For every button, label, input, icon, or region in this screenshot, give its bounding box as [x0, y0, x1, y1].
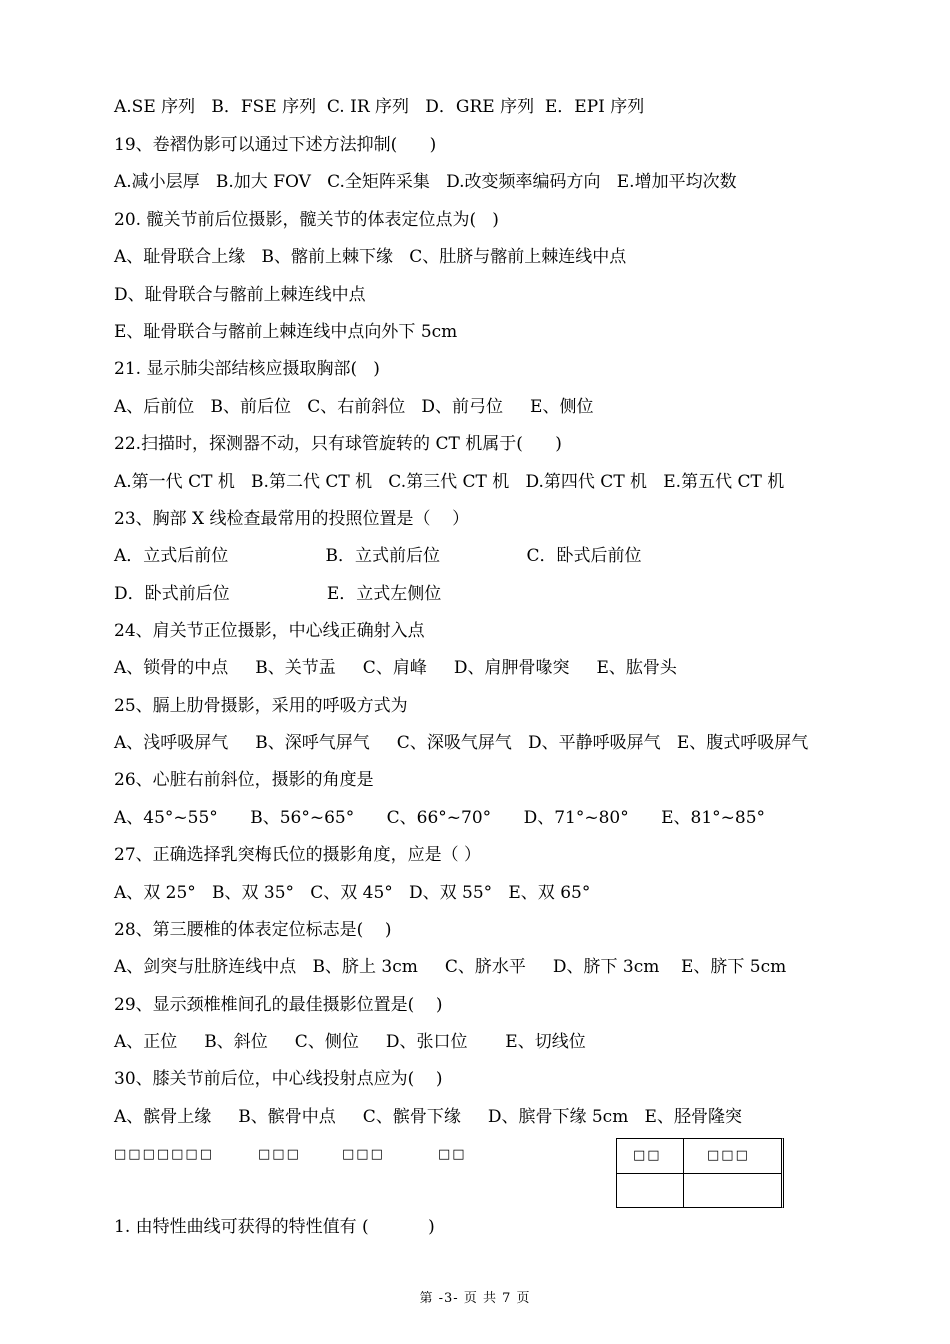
question-line: A.SE 序列 B．FSE 序列 C. IR 序列 D．GRE 序列 E．EPI 序列 — [114, 97, 645, 117]
question-line: 26、心脏右前斜位，摄影的角度是 — [114, 770, 374, 790]
question-line: 1. 由特性曲线可获得的特性值有 ( ) — [114, 1217, 435, 1237]
question-line: A、浅呼吸屏气 B、深呼气屏气 C、深吸气屏气 D、平静呼吸屏气 E、腹式呼吸屏气 — [114, 733, 809, 753]
question-line: 30、膝关节前后位，中心线投射点应为( ) — [114, 1069, 443, 1089]
question-line: A、剑突与肚脐连线中点 B、脐上 3cm C、脐水平 D、脐下 3cm E、脐下 5cm — [114, 957, 787, 977]
question-line: A.减小层厚 B.加大 FOV C.全矩阵采集 D.改变频率编码方向 E.增加平均次数 — [114, 172, 737, 192]
question-line: A．立式后前位 B．立式前后位 C．卧式后前位 — [114, 546, 642, 566]
question-line: A、正位 B、斜位 C、侧位 D、张口位 E、切线位 — [114, 1032, 586, 1052]
section-header-part: □□□ — [342, 1147, 385, 1162]
question-line: 24、肩关节正位摄影，中心线正确射入点 — [114, 621, 425, 641]
section-header-part: □□□ — [258, 1147, 301, 1162]
question-line: 25、膈上肋骨摄影，采用的呼吸方式为 — [114, 696, 408, 716]
question-line: A、髌骨上缘 B、髌骨中点 C、髌骨下缘 D、膑骨下缘 5cm E、胫骨隆突 — [114, 1107, 742, 1127]
question-line: 21. 显示肺尖部结核应摄取胸部( ) — [114, 359, 380, 379]
question-line: A、45°~55° B、56°~65° C、66°~70° D、71°~80° E、81°~85° — [114, 808, 766, 828]
question-line: 27、正确选择乳突梅氏位的摄影角度，应是（ ） — [114, 845, 482, 865]
question-line: 19、卷褶伪影可以通过下述方法抑制( ) — [114, 135, 437, 155]
table-divider — [683, 1139, 684, 1207]
question-line: D．卧式前后位 E．立式左侧位 — [114, 584, 442, 604]
question-line: 22.扫描时，探测器不动，只有球管旋转的 CT 机属于( ) — [114, 434, 562, 454]
question-line: 29、显示颈椎椎间孔的最佳摄影位置是( ) — [114, 995, 443, 1015]
question-line: E、耻骨联合与髂前上棘连线中点向外下 5cm — [114, 322, 458, 342]
question-line: 23、胸部 X 线检查最常用的投照位置是（ ） — [114, 509, 470, 529]
score-table-header: □□□ — [707, 1148, 750, 1163]
question-line: 20. 髋关节前后位摄影，髋关节的体表定位点为( ) — [114, 210, 499, 230]
question-line: A、耻骨联合上缘 B、髂前上棘下缘 C、肚脐与髂前上棘连线中点 — [114, 247, 627, 267]
question-line: A、后前位 B、前后位 C、右前斜位 D、前弓位 E、侧位 — [114, 397, 594, 417]
score-table — [616, 1138, 784, 1208]
page-footer: 第 -3- 页 共 7 页 — [419, 1291, 531, 1306]
section-header-part: □□□□□□□ — [114, 1147, 214, 1162]
table-divider — [617, 1173, 781, 1174]
section-header-part: □□ — [438, 1147, 467, 1162]
question-line: D、耻骨联合与髂前上棘连线中点 — [114, 285, 366, 305]
question-line: A、双 25° B、双 35° C、双 45° D、双 55° E、双 65° — [114, 883, 591, 903]
question-line: A、锁骨的中点 B、关节盂 C、肩峰 D、肩胛骨喙突 E、肱骨头 — [114, 658, 677, 678]
question-line: 28、第三腰椎的体表定位标志是( ) — [114, 920, 392, 940]
question-line: A.第一代 CT 机 B.第二代 CT 机 C.第三代 CT 机 D.第四代 CT 机 E.第五代 CT 机 — [114, 472, 785, 492]
score-table-header: □□ — [633, 1148, 662, 1163]
